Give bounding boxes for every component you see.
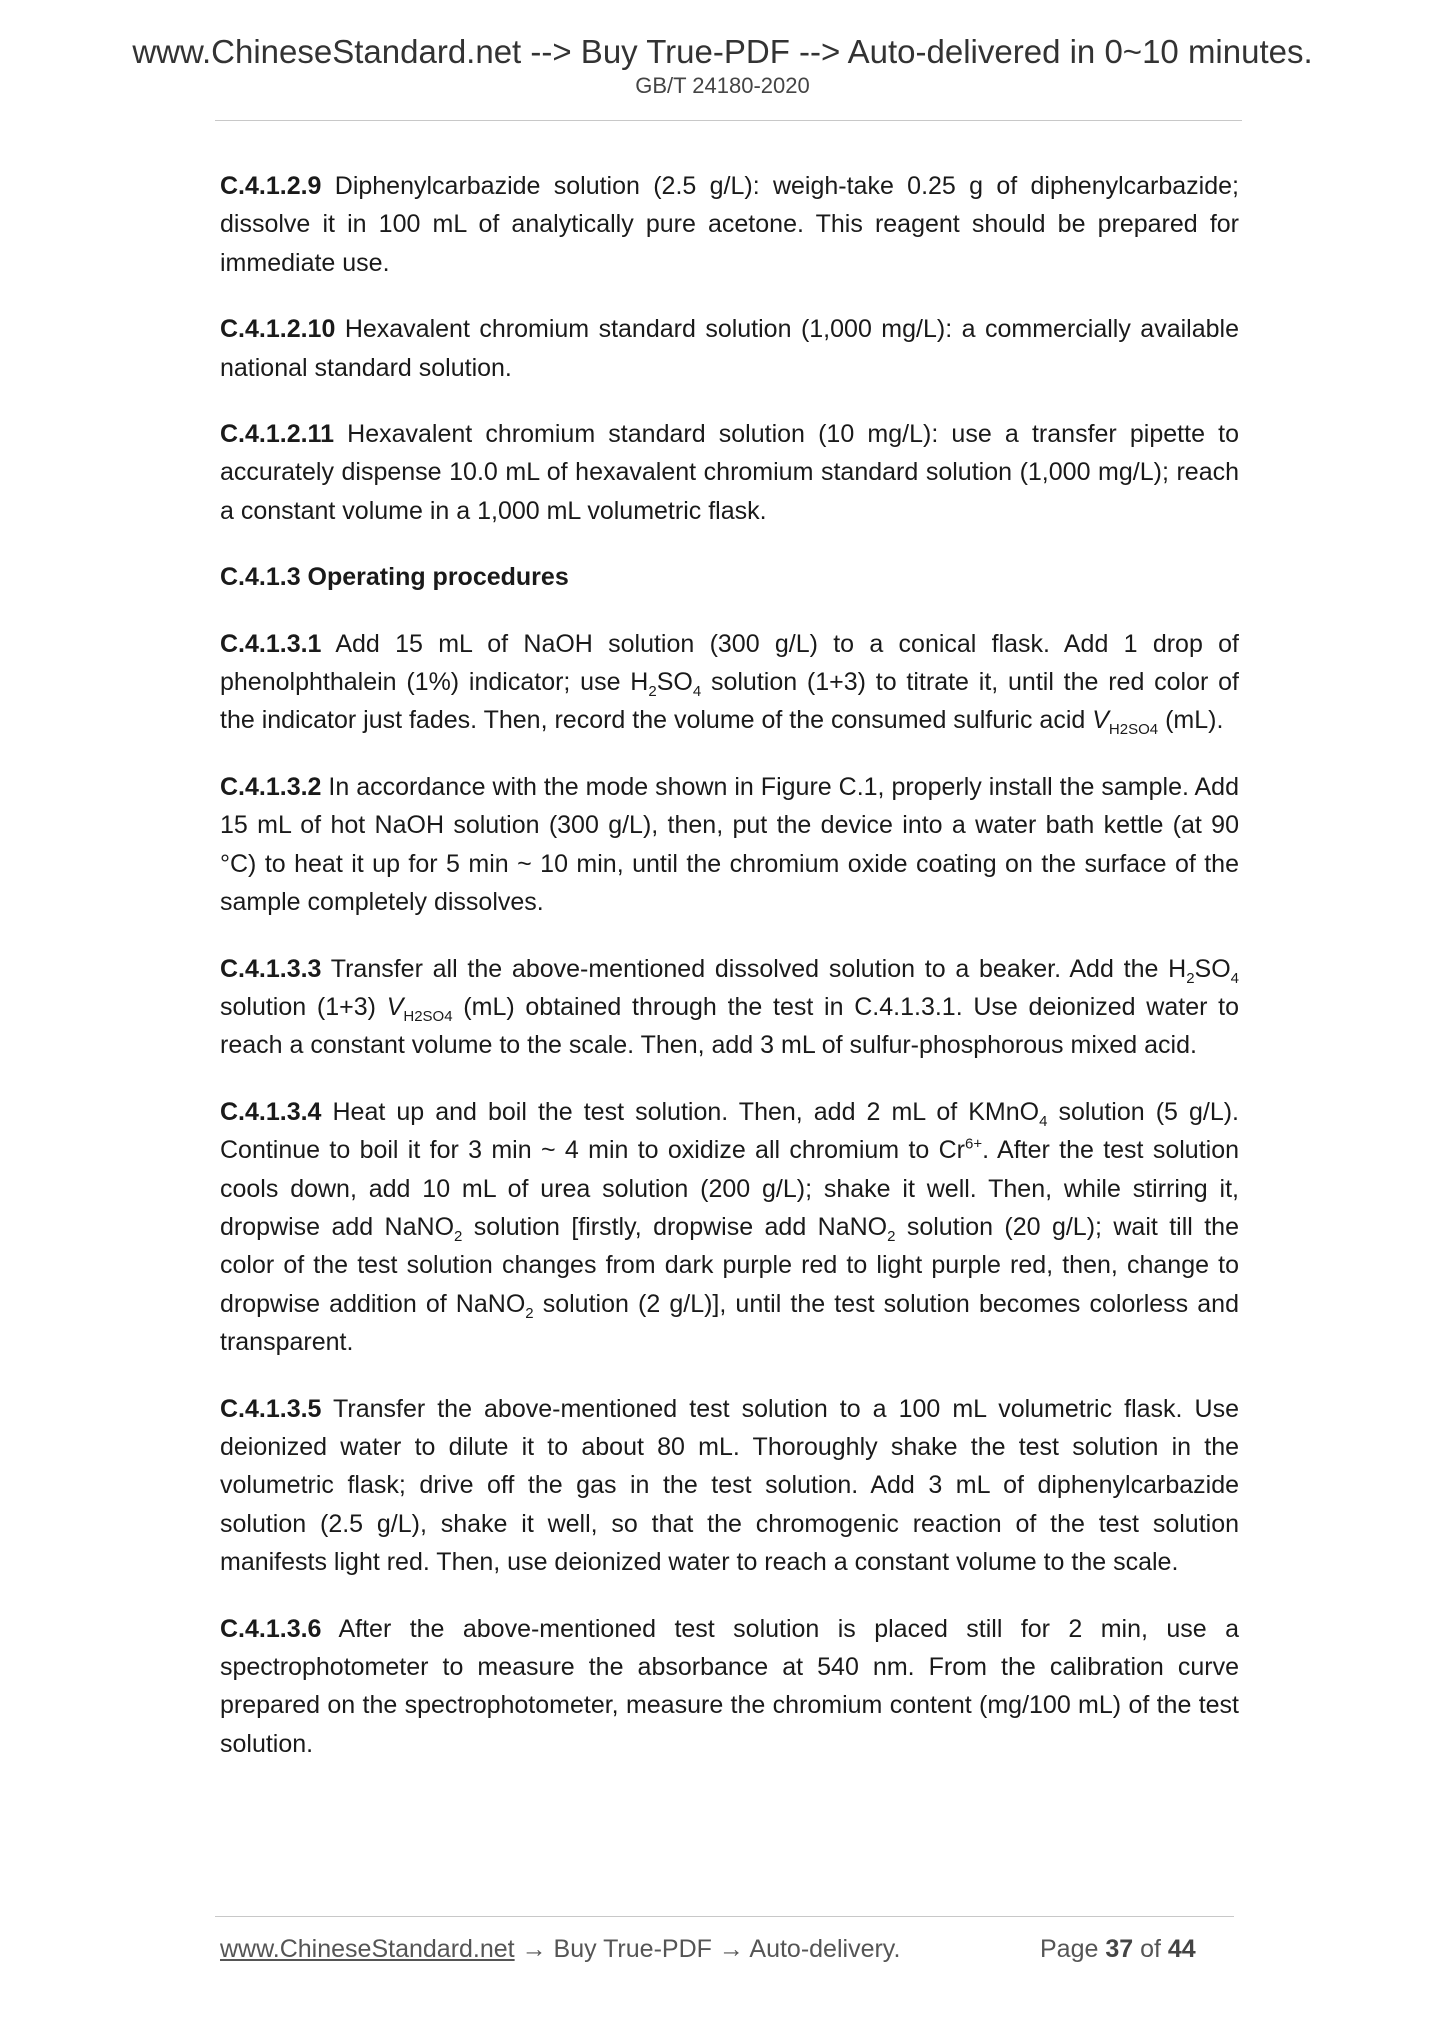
clause-text: solution (1+3) to titrate it, until the red color of the indicator just fades. Then, record the volume of the consumed sulfuric acid [220, 668, 1239, 735]
clause-number: C.4.1.3.5 [220, 1394, 322, 1423]
subscript: H2SO4 [403, 1007, 453, 1025]
clause-number: C.4.1.3.3 [220, 954, 322, 983]
page-of: of [1133, 1935, 1168, 1963]
superscript: 6+ [965, 1135, 983, 1153]
footer-promo [220, 1932, 900, 1966]
clause-text: SO [1194, 954, 1231, 983]
clause-number: C.4.1.2.11 [220, 420, 334, 449]
clause-text: Heat up and boil the test solution. Then, add 2 mL of KMnO [321, 1097, 1040, 1126]
clause-text: solution (2 g/L)], until the test solution becomes colorless and transparent. [220, 1289, 1239, 1357]
header-divider [215, 120, 1242, 121]
clause-number: C.4.1.3.1 [220, 629, 322, 658]
clause-text: In accordance with the mode shown in Figure C.1, properly install the sample. Add 15 mL of hot NaOH solution (300 g/L), then, put the device into a water bath kettle (at 90 °C) to heat it up for 5 min ~ 10 min, until the chromium oxide coating on the surface of the sample completely dissolves. [220, 772, 1239, 917]
section-heading-operating-procedures: C.4.1.3 Operating procedures [220, 563, 569, 592]
clause-text: . After the test solution cools down, add 10 mL of urea solution (200 g/L); shake it well. Then, while stirring it, dropwise add NaNO [220, 1136, 1240, 1241]
footer-divider [215, 1916, 1234, 1917]
paragraph-c4135 [220, 1390, 1239, 1582]
clause-text: (mL) obtained through the test in C.4.1.3.1. Use deionized water to reach a constant volume to the scale. Then, add 3 mL of sulfur-phosphorous mixed acid. [220, 992, 1240, 1060]
paragraph-c412-10 [220, 310, 1239, 387]
page-label: Page [1040, 1935, 1106, 1963]
variable-v: V [386, 992, 404, 1021]
subscript: 2 [648, 683, 657, 701]
variable-v: V [1092, 706, 1109, 735]
clause-text: SO [656, 668, 693, 697]
clause-number: C.4.1.3.6 [220, 1614, 322, 1643]
clause-text: solution (5 g/L). Continue to boil it for 3 min ~ 4 min to oxidize all chromium to Cr [220, 1097, 1240, 1165]
paragraph-c4134 [220, 1093, 1239, 1362]
clause-text: Transfer all the above-mentioned dissolved solution to a beaker. Add the H [321, 954, 1187, 983]
subscript: H2SO4 [1108, 721, 1159, 739]
subscript: 2 [887, 1227, 896, 1245]
page-indicator [1040, 1932, 1196, 1966]
clause-text: solution (1+3) [220, 992, 387, 1021]
paragraph-c412-11 [220, 415, 1239, 530]
paragraph-c4132 [220, 768, 1239, 922]
subscript: 4 [1039, 1112, 1048, 1130]
clause-text: After the above-mentioned test solution is placed still for 2 min, use a spectrophotometer to measure the absorbance at 540 nm. From the calibration curve prepared on the spectrophotometer, measure the chromium content (mg/100 mL) of the test solution. [220, 1614, 1239, 1758]
site-banner: www.ChineseStandard.net --> Buy True-PDF --> Auto-delivered in 0~10 minutes. [132, 33, 1313, 70]
clause-text: solution (20 g/L); wait till the color of the test solution changes from dark purple red to light purple red, then, change to dropwise addition of NaNO [220, 1212, 1239, 1318]
clause-text: solution [firstly, dropwise add NaNO [462, 1212, 888, 1241]
clause-text: (mL). [1158, 706, 1224, 735]
clause-number: C.4.1.3.2 [220, 772, 322, 801]
subscript: 4 [1230, 969, 1239, 987]
clause-text: Transfer the above-mentioned test solution to a 100 mL volumetric flask. Use deionized water to dilute it to about 80 mL. Thoroughly shake the test solution in the volumetric flask; drive off the gas in the test solution. Add 3 mL of diphenylcarbazide solution (2.5 g/L), shake it well, so that the chromogenic reaction of the test solution manifests light red. Then, use deionized water to reach a constant volume to the scale. [220, 1394, 1239, 1577]
paragraph-c4131 [220, 625, 1239, 740]
clause-number: C.4.1.3.4 [220, 1097, 322, 1126]
paragraph-c4129 [220, 167, 1239, 282]
clause-text: Add 15 mL of NaOH solution (300 g/L) to a conical flask. Add 1 drop of phenolphthalein (1%) indicator; use H [220, 629, 1239, 697]
subscript: 4 [692, 683, 702, 701]
clause-number: C.4.1.2.10 [220, 315, 336, 344]
clause-number: C.4.1.2.9 [220, 172, 322, 200]
paragraph-c4136 [220, 1610, 1239, 1764]
subscript: 2 [1186, 969, 1195, 987]
footer-site-link[interactable]: www.ChineseStandard.net [220, 1935, 515, 1963]
page-current: 37 [1105, 1935, 1134, 1963]
clause-text: Hexavalent chromium standard solution (1,000 mg/L): a commercially available national standard solution. [220, 315, 1239, 382]
subscript: 2 [525, 1304, 534, 1322]
clause-text: Hexavalent chromium standard solution (10 mg/L): use a transfer pipette to accurately dispense 10.0 mL of hexavalent chromium standard solution (1,000 mg/L); reach a constant volume in a 1,000 mL volumetric flask. [220, 420, 1239, 525]
clause-text: Diphenylcarbazide solution (2.5 g/L): weigh-take 0.25 g of diphenylcarbazide; dissolve it in 100 mL of analytically pure acetone. This reagent should be prepared for immediate use. [220, 172, 1239, 277]
standard-code: GB/T 24180-2020 [635, 73, 810, 98]
document-body [220, 167, 1239, 1791]
footer-promo-text: → Buy True-PDF → Auto-delivery. [514, 1935, 901, 1963]
subscript: 2 [454, 1227, 463, 1245]
paragraph-c4133 [220, 950, 1239, 1065]
page-total: 44 [1167, 1935, 1196, 1963]
